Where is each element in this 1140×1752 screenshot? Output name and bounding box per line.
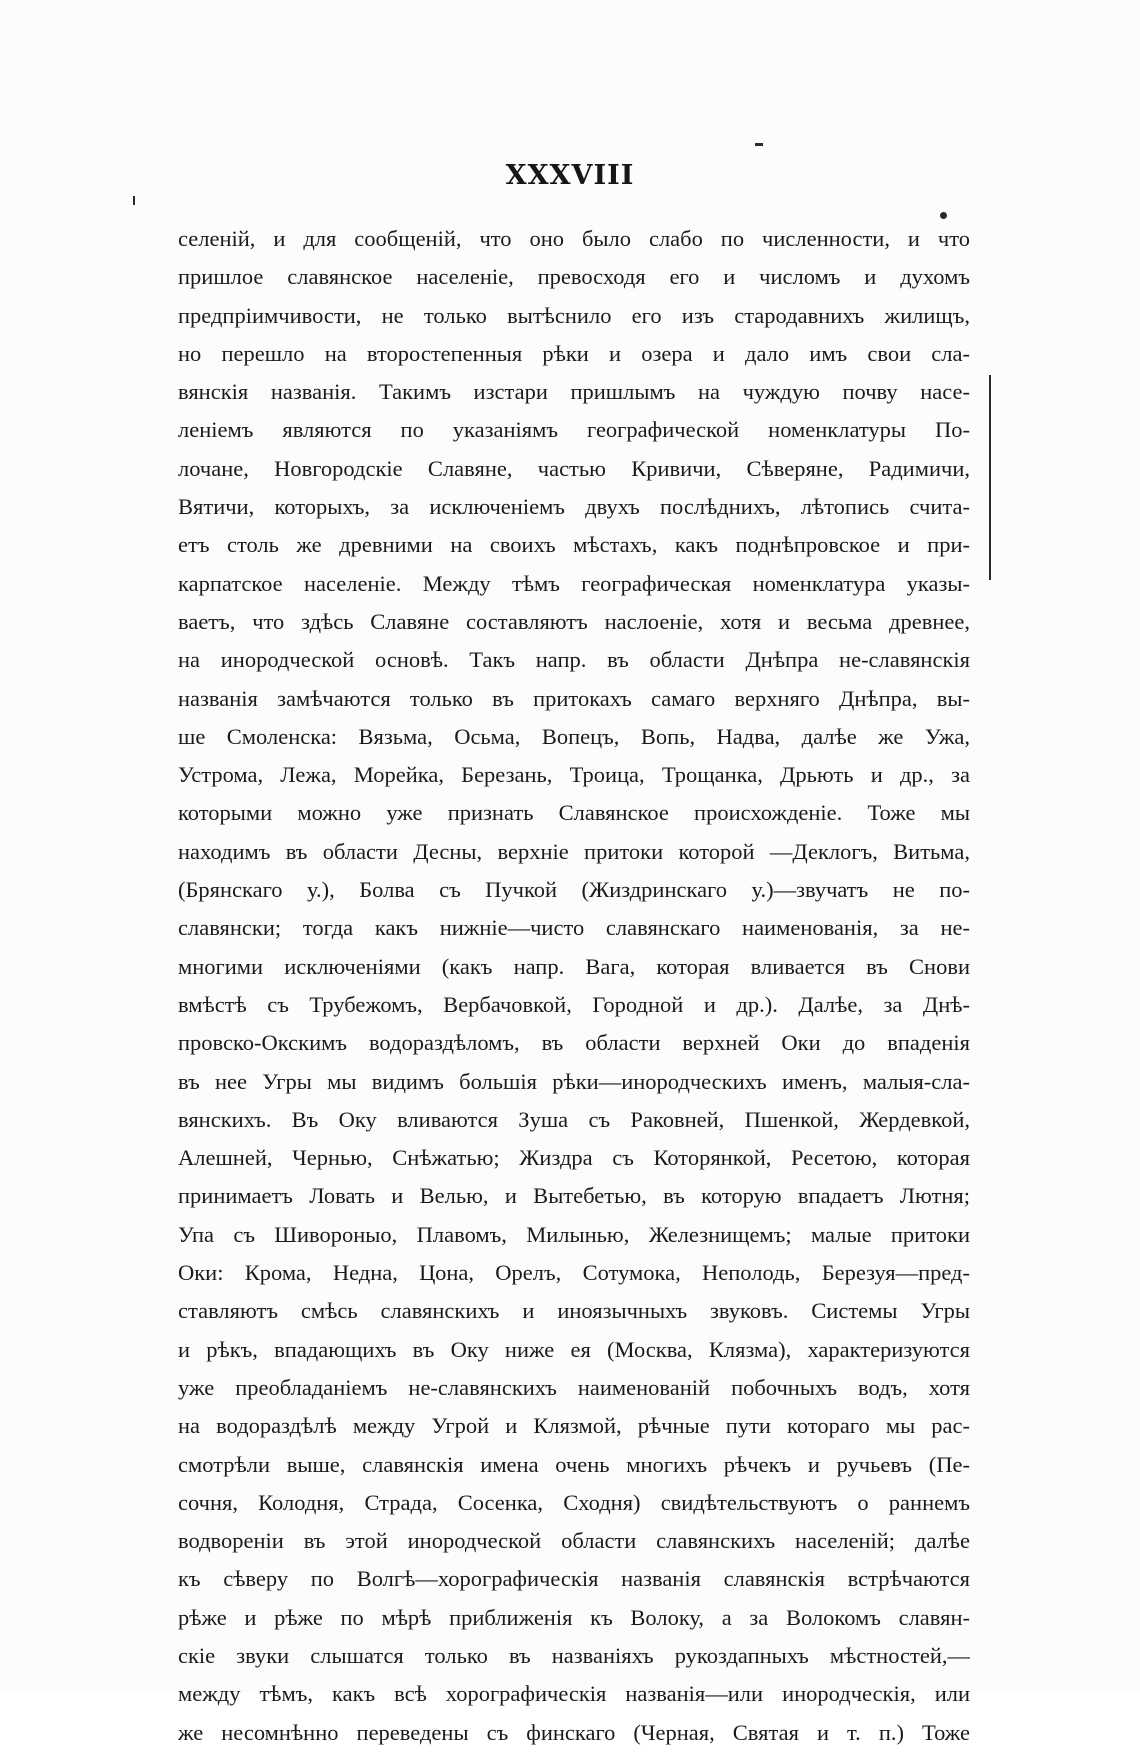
text-line: ваетъ, что здѣсь Славяне составляютъ наслоеніе, хотя и весьма древнее, bbox=[178, 608, 970, 634]
text-line: принимаетъ Ловать и Велью, и Вытебетью, въ которую впадаетъ Лютня; bbox=[178, 1183, 970, 1209]
text-line: многими исключеніями (какъ напр. Вага, которая вливается въ Снови bbox=[178, 953, 970, 979]
body-text bbox=[178, 220, 970, 1752]
text-line: лочане, Новгородскіе Славяне, частью Кривичи, Сѣверяне, Радимичи, bbox=[178, 455, 970, 481]
text-line: Алешней, Чернью, Снѣжатью; Жиздра съ Которянкой, Ресетою, которая bbox=[178, 1145, 970, 1171]
text-line: ше Смоленска: Вязьма, Осьма, Вопецъ, Вопь, Надва, далѣе же Ужа, bbox=[178, 723, 970, 749]
page-number: XXXVIII bbox=[505, 160, 635, 191]
text-line: провско-Окскимъ водораздѣломъ, въ области верхней Оки до впаденія bbox=[178, 1030, 970, 1056]
text-line: и рѣкъ, впадающихъ въ Оку ниже ея (Москва, Клязма), характеризуются bbox=[178, 1336, 970, 1362]
text-line: вянскія названія. Такимъ изстари пришлымъ на чуждую почву насе- bbox=[178, 379, 970, 405]
text-line: карпатское населеніе. Между тѣмъ географическая номенклатура указы- bbox=[178, 570, 970, 596]
text-line: вмѣстѣ съ Трубежомъ, Вербачовкой, Городной и др.). Далѣе, за Днѣ- bbox=[178, 991, 970, 1017]
text-line: между тѣмъ, какъ всѣ хорографическія названія—или инородческія, или bbox=[178, 1681, 970, 1707]
text-line: названія замѣчаются только въ притокахъ самаго верхняго Днѣпра, вы- bbox=[178, 685, 970, 711]
print-mark-dot bbox=[940, 212, 947, 219]
text-line: водвореніи въ этой инородческой области славянскихъ населеній; далѣе bbox=[178, 1528, 970, 1554]
text-line: въ нее Угры мы видимъ большія рѣки—инородческихъ именъ, малыя-сла- bbox=[178, 1068, 970, 1094]
text-line: рѣже и рѣже по мѣрѣ приближенія къ Волоку, а за Волокомъ славян- bbox=[178, 1604, 970, 1630]
text-line: пришлое славянское населеніе, превосходя его и числомъ и духомъ bbox=[178, 264, 970, 290]
text-line: же несомнѣнно переведены съ финскаго (Черная, Святая и т. п.) Тоже bbox=[178, 1719, 970, 1745]
text-line: на инородческой основѣ. Такъ напр. въ области Днѣпра не-славянскія bbox=[178, 647, 970, 673]
text-line: которыми можно уже признать Славянское происхожденіе. Тоже мы bbox=[178, 800, 970, 826]
print-mark-dash bbox=[755, 143, 763, 146]
text-line: но перешло на второстепенныя рѣки и озера и дало имъ свои сла- bbox=[178, 340, 970, 366]
text-line: уже преобладаніемъ не-славянскихъ наименованій побочныхъ водъ, хотя bbox=[178, 1374, 970, 1400]
text-line: скіе звуки слышатся только въ названіяхъ рукоздапныхъ мѣстностей,— bbox=[178, 1642, 970, 1668]
text-line: на водораздѣлѣ между Угрой и Клязмой, рѣчные пути котораго мы рас- bbox=[178, 1413, 970, 1439]
text-line: предпріимчивости, не только вытѣснило его изъ стародавнихъ жилищъ, bbox=[178, 302, 970, 328]
text-line: славянски; тогда какъ нижніе—чисто славянскаго наименованія, за не- bbox=[178, 915, 970, 941]
print-mark-tick bbox=[133, 196, 135, 205]
text-line: сочня, Колодня, Страда, Сосенка, Сходня) свидѣтельствуютъ о раннемъ bbox=[178, 1489, 970, 1515]
text-line: находимъ въ области Десны, верхніе притоки которой —Деклогъ, Витьма, bbox=[178, 838, 970, 864]
text-line: леніемъ являются по указаніямъ географической номенклатуры По- bbox=[178, 417, 970, 443]
text-line: етъ столь же древними на своихъ мѣстахъ, какъ поднѣпровское и при- bbox=[178, 532, 970, 558]
text-line: Устрома, Лежа, Морейка, Березань, Троица, Трощанка, Дрьють и др., за bbox=[178, 762, 970, 788]
text-line: Упа съ Шивороныо, Плавомъ, Милынью, Железнищемъ; малые притоки bbox=[178, 1221, 970, 1247]
text-line: селеній, и для сообщеній, что оно было слабо по численности, и что bbox=[178, 226, 970, 251]
text-line: (Брянскаго у.), Болва съ Пучкой (Жиздринскаго у.)—звучатъ не по- bbox=[178, 877, 970, 903]
text-line: Вятичи, которыхъ, за исключеніемъ двухъ послѣднихъ, лѣтопись счита- bbox=[178, 494, 970, 520]
text-line: Оки: Крома, Недна, Цона, Орелъ, Сотумока, Неполодь, Березуя—пред- bbox=[178, 1260, 970, 1286]
text-line: къ сѣверу по Волгѣ—хорографическія названія славянскія встрѣчаются bbox=[178, 1566, 970, 1592]
text-line: ставляютъ смѣсь славянскихъ и иноязычныхъ звуковъ. Системы Угры bbox=[178, 1298, 970, 1324]
text-line: смотрѣли выше, славянскія имена очень многихъ рѣчекъ и ручьевъ (Пе- bbox=[178, 1451, 970, 1477]
margin-line-mark bbox=[989, 375, 991, 580]
text-line: вянскихъ. Въ Оку вливаются Зуша съ Раковней, Пшенкой, Жердевкой, bbox=[178, 1106, 970, 1132]
